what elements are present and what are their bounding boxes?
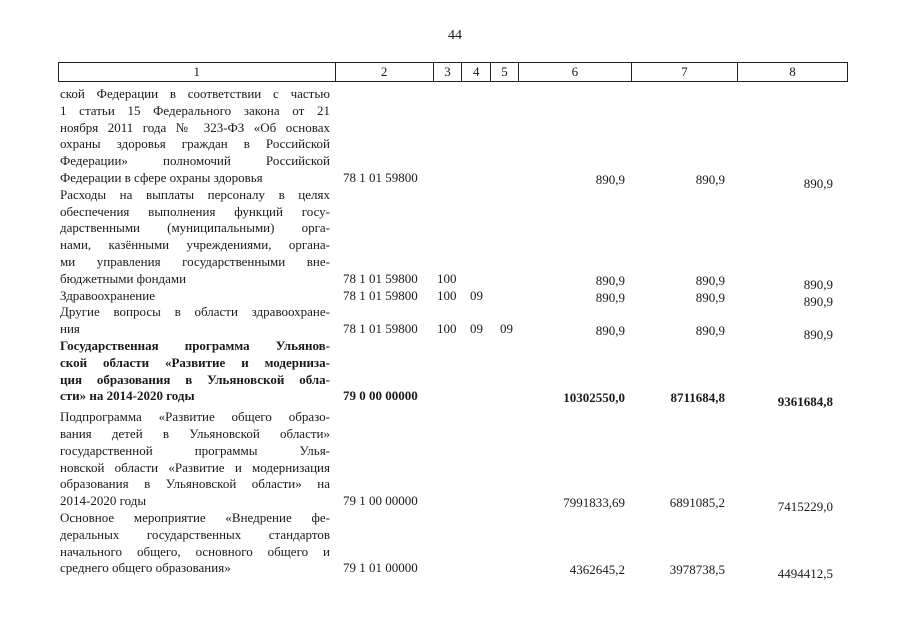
header-col-6: 6 bbox=[519, 63, 632, 81]
row-description bbox=[60, 409, 330, 510]
row-value-2019: 890,9 bbox=[695, 289, 725, 305]
description-line: бюджетными фондами bbox=[60, 270, 187, 286]
row-value-2018: 890,9 bbox=[595, 323, 625, 339]
description-line: деральных государственных стандартов bbox=[60, 526, 330, 542]
row-section: 09 bbox=[470, 321, 483, 337]
description-line: среднего общего образования» bbox=[60, 560, 231, 576]
row-value-2018: 890,9 bbox=[595, 272, 625, 288]
row-target-code: 78 1 01 59800 bbox=[343, 287, 418, 303]
row-target-code: 78 1 01 59800 bbox=[343, 270, 418, 286]
row-expense-type: 100 bbox=[437, 287, 457, 303]
table-header bbox=[58, 62, 848, 82]
description-line: ской области «Развитие и модерниза- bbox=[60, 354, 330, 370]
description-line: Государственная программа Ульянов- bbox=[60, 338, 330, 353]
row-description bbox=[60, 338, 330, 405]
row-value-2020: 890,9 bbox=[803, 276, 833, 292]
description-line: обеспечения выполнения функций госу- bbox=[60, 203, 330, 219]
description-line: сти» на 2014-2020 годы bbox=[60, 388, 195, 404]
row-value-2018: 7991833,69 bbox=[563, 495, 625, 511]
header-col-2: 2 bbox=[336, 63, 434, 81]
row-subsection: 09 bbox=[500, 321, 513, 337]
header-col-7: 7 bbox=[632, 63, 738, 81]
description-line: вания детей в Ульяновской области» bbox=[60, 425, 330, 441]
header-col-8: 8 bbox=[789, 64, 796, 79]
description-line: Другие вопросы в области здравоохране- bbox=[60, 304, 330, 320]
row-target-code: 78 1 01 59800 bbox=[343, 170, 418, 185]
row-value-2018: 4362645,2 bbox=[569, 562, 625, 578]
row-description bbox=[60, 86, 330, 187]
row-expense-type: 100 bbox=[437, 270, 457, 286]
header-col-3: 3 bbox=[434, 63, 463, 81]
row-value-2019: 8711684,8 bbox=[670, 390, 725, 406]
row-value-2020: 890,9 bbox=[803, 327, 833, 343]
description-line: дарственными (муниципальными) орга- bbox=[60, 220, 330, 236]
row-value-2020: 4494412,5 bbox=[777, 566, 833, 582]
row-value-2019: 3978738,5 bbox=[669, 562, 725, 578]
description-line: 2014-2020 годы bbox=[60, 493, 147, 509]
row-target-code: 78 1 01 59800 bbox=[343, 321, 418, 337]
description-line: охраны здоровья граждан в Российской bbox=[60, 136, 330, 152]
description-line: ноября 2011 года № 323-ФЗ «Об основах bbox=[60, 119, 330, 135]
row-target-code: 79 1 00 00000 bbox=[343, 493, 418, 509]
row-value-2019: 890,9 bbox=[695, 272, 725, 288]
description-line: ция образования в Ульяновской обла- bbox=[60, 371, 330, 387]
row-value-2018: 890,9 bbox=[595, 289, 625, 305]
header-col-4: 4 bbox=[462, 63, 491, 81]
row-value-2018: 10302550,0 bbox=[563, 390, 625, 406]
header-col-1: 1 bbox=[59, 63, 336, 81]
description-line: Здравоохранение bbox=[60, 287, 155, 303]
description-line: новской области «Развитие и модернизация bbox=[60, 459, 330, 475]
row-description bbox=[60, 187, 330, 288]
description-line: Основное мероприятие «Внедрение фе- bbox=[60, 510, 330, 525]
row-value-2020: 9361684,8 bbox=[777, 394, 833, 410]
row-description bbox=[60, 510, 330, 577]
row-value-2020: 7415229,0 bbox=[777, 499, 833, 515]
row-value-2018: 890,9 bbox=[595, 172, 625, 187]
description-line: начального общего, основного общего и bbox=[60, 543, 330, 559]
row-description bbox=[60, 304, 330, 338]
description-line: ния bbox=[60, 321, 80, 337]
row-value-2020: 890,9 bbox=[803, 176, 833, 191]
page-number: 44 bbox=[448, 28, 462, 43]
description-line: Федерации в сфере охраны здоровья bbox=[60, 169, 263, 185]
row-value-2020: 890,9 bbox=[803, 293, 833, 309]
description-line: ми управления государственными вне- bbox=[60, 253, 330, 269]
row-target-code: 79 1 01 00000 bbox=[343, 560, 418, 576]
row-value-2019: 6891085,2 bbox=[669, 495, 725, 511]
description-line: Расходы на выплаты персоналу в целях bbox=[60, 186, 330, 202]
row-section: 09 bbox=[470, 287, 483, 303]
row-value-2019: 890,9 bbox=[695, 323, 725, 339]
row-value-2019: 890,9 bbox=[695, 172, 725, 187]
header-col-5: 5 bbox=[491, 63, 519, 81]
description-line: нами, казёнными учреждениями, органа- bbox=[60, 237, 330, 253]
row-description bbox=[60, 288, 330, 305]
description-line: 1 статьи 15 Федерального закона от 21 bbox=[60, 102, 330, 118]
description-line: ской Федерации в соответствии с частью bbox=[60, 86, 330, 101]
row-target-code: 79 0 00 00000 bbox=[343, 388, 418, 404]
description-line: Подпрограмма «Развитие общего образо- bbox=[60, 409, 330, 425]
description-line: Федерации» полномочий Российской bbox=[60, 153, 330, 169]
description-line: образования в Ульяновской области» на bbox=[60, 476, 330, 492]
row-expense-type: 100 bbox=[437, 321, 457, 337]
description-line: государственной программы Улья- bbox=[60, 442, 330, 458]
